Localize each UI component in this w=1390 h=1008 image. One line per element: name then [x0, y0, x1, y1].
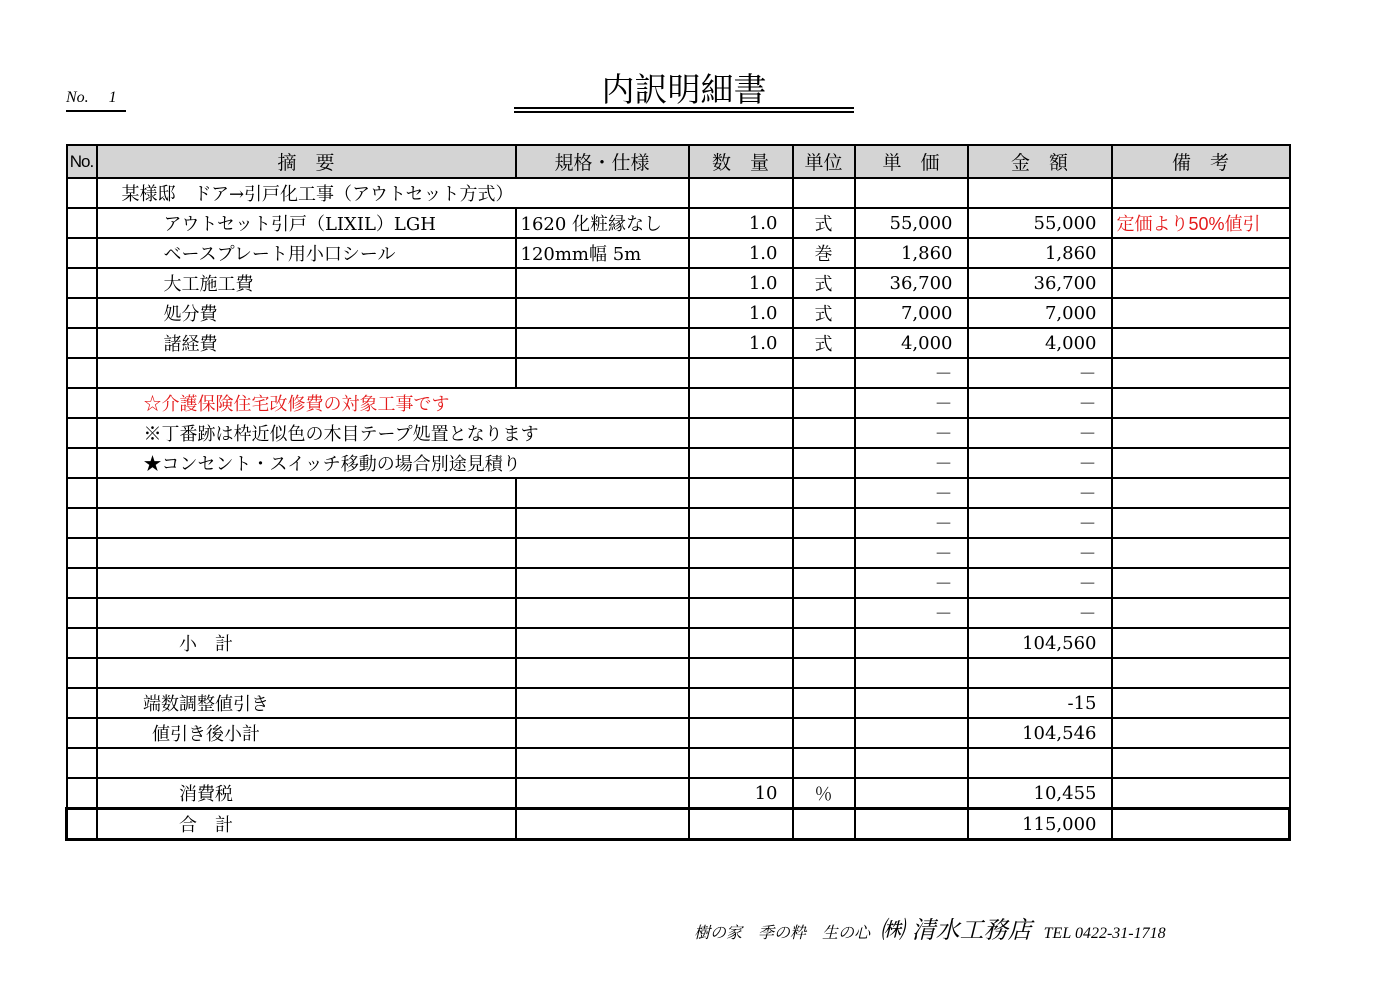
adjustment-amount: -15	[968, 688, 1112, 718]
item-remarks	[1112, 418, 1290, 448]
item-unit	[793, 538, 855, 568]
item-amount: －	[968, 418, 1112, 448]
item-unit	[793, 628, 855, 658]
cell-no	[67, 538, 97, 568]
item-unit	[793, 658, 855, 688]
item-amount: 55,000	[968, 208, 1112, 238]
item-unit-price: －	[855, 418, 968, 448]
cell-no	[67, 298, 97, 328]
item-description	[97, 568, 516, 598]
item-unit-price: 36,700	[855, 268, 968, 298]
item-unit-price: －	[855, 388, 968, 418]
item-remarks	[1112, 358, 1290, 388]
item-qty	[689, 598, 793, 628]
item-amount: 36,700	[968, 268, 1112, 298]
item-description	[97, 658, 516, 688]
item-qty	[689, 568, 793, 598]
header-row	[67, 145, 1290, 178]
after-discount-row	[67, 718, 1290, 748]
cell-no	[67, 478, 97, 508]
item-remarks	[1112, 268, 1290, 298]
item-amount: －	[968, 598, 1112, 628]
table-row	[67, 418, 1290, 448]
item-amount: －	[968, 388, 1112, 418]
item-qty	[689, 508, 793, 538]
item-unit-price	[855, 748, 968, 778]
cell-no	[67, 238, 97, 268]
cell-no	[67, 328, 97, 358]
project-title: 某様邸 ドア→引戸化工事（アウトセット方式）	[97, 178, 689, 208]
tax-rate: 10	[689, 778, 793, 809]
adjustment-row	[67, 688, 1290, 718]
item-unit-price: －	[855, 508, 968, 538]
item-remarks	[1112, 508, 1290, 538]
after-discount-amount: 104,546	[968, 718, 1112, 748]
table-row	[67, 268, 1290, 298]
item-remarks	[1112, 688, 1290, 718]
header-spec: 規格・仕様	[516, 145, 689, 178]
item-unit	[793, 508, 855, 538]
tax-rate-unit: ％	[793, 778, 855, 809]
item-spec	[516, 298, 689, 328]
item-remarks	[1112, 628, 1290, 658]
item-unit-price: －	[855, 598, 968, 628]
item-spec	[516, 358, 689, 388]
item-description	[97, 508, 516, 538]
item-unit-price	[855, 809, 968, 840]
item-spec	[516, 598, 689, 628]
item-qty: 1.0	[689, 268, 793, 298]
header-no: No.	[67, 145, 97, 178]
company-name: ㈱ 清水工務店	[880, 916, 1032, 944]
item-qty	[689, 388, 793, 418]
item-remarks	[1112, 718, 1290, 748]
item-remarks	[1112, 658, 1290, 688]
table-row	[67, 508, 1290, 538]
cell-no	[67, 628, 97, 658]
table-row	[67, 538, 1290, 568]
item-spec	[516, 628, 689, 658]
item-spec	[516, 658, 689, 688]
cell-amount	[968, 178, 1112, 208]
item-description	[97, 538, 516, 568]
item-qty	[689, 688, 793, 718]
item-description	[97, 748, 516, 778]
item-unit-price: 4,000	[855, 328, 968, 358]
item-spec	[516, 688, 689, 718]
header-remarks: 備 考	[1112, 145, 1290, 178]
item-spec	[516, 748, 689, 778]
item-unit-price: －	[855, 358, 968, 388]
item-spec	[516, 538, 689, 568]
item-unit	[793, 358, 855, 388]
item-remarks	[1112, 478, 1290, 508]
total-amount: 115,000	[968, 809, 1112, 840]
header-description: 摘 要	[97, 145, 516, 178]
item-unit-price	[855, 658, 968, 688]
item-spec: 1620 化粧縁なし	[516, 208, 689, 238]
item-remarks	[1112, 238, 1290, 268]
item-spec	[516, 568, 689, 598]
item-remarks	[1112, 568, 1290, 598]
table-row	[67, 748, 1290, 778]
total-row	[67, 809, 1290, 840]
item-unit	[793, 388, 855, 418]
item-unit-price: 1,860	[855, 238, 968, 268]
item-qty: 1.0	[689, 298, 793, 328]
item-amount: －	[968, 538, 1112, 568]
note-hinge: ※丁番跡は枠近似色の木目テープ処置となります	[97, 418, 689, 448]
subtotal-label: 小 計	[97, 628, 516, 658]
tax-label: 消費税	[97, 778, 516, 809]
tax-row	[67, 778, 1290, 809]
item-unit	[793, 418, 855, 448]
table-row	[67, 478, 1290, 508]
cell-no	[67, 508, 97, 538]
cell-no	[67, 748, 97, 778]
item-spec: 120mm幅 5m	[516, 238, 689, 268]
table-row	[67, 658, 1290, 688]
adjustment-label: 端数調整値引き	[97, 688, 516, 718]
item-unit-price: 7,000	[855, 298, 968, 328]
document-number-label: No.	[66, 89, 89, 106]
item-remarks	[1112, 778, 1290, 809]
document-number	[66, 86, 126, 112]
item-spec	[516, 478, 689, 508]
item-unit-price	[855, 718, 968, 748]
item-unit-price: 55,000	[855, 208, 968, 238]
cell-no	[67, 448, 97, 478]
item-unit-price	[855, 778, 968, 809]
item-unit	[793, 748, 855, 778]
table-row	[67, 178, 1290, 208]
title-underline-2	[514, 111, 854, 113]
item-description: 諸経費	[97, 328, 516, 358]
item-description	[97, 598, 516, 628]
item-qty	[689, 478, 793, 508]
item-spec	[516, 718, 689, 748]
item-amount	[968, 748, 1112, 778]
item-qty	[689, 748, 793, 778]
item-spec	[516, 508, 689, 538]
item-unit-price	[855, 688, 968, 718]
cell-no	[67, 658, 97, 688]
cell-no	[67, 778, 97, 809]
item-amount: 7,000	[968, 298, 1112, 328]
note-insurance: ☆介護保険住宅改修費の対象工事です	[97, 388, 689, 418]
table-row	[67, 388, 1290, 418]
item-qty	[689, 538, 793, 568]
item-unit	[793, 568, 855, 598]
item-description: アウトセット引戸（LIXIL）LGH	[97, 208, 516, 238]
item-unit-price: －	[855, 478, 968, 508]
cell-no	[67, 208, 97, 238]
item-unit: 式	[793, 208, 855, 238]
item-unit	[793, 688, 855, 718]
item-unit	[793, 598, 855, 628]
item-unit-price	[855, 628, 968, 658]
item-spec	[516, 328, 689, 358]
item-amount: 4,000	[968, 328, 1112, 358]
cell-no	[67, 809, 97, 840]
item-remarks	[1112, 448, 1290, 478]
header-unit-price: 単 価	[855, 145, 968, 178]
item-description	[97, 358, 516, 388]
after-discount-label: 値引き後小計	[97, 718, 516, 748]
item-unit	[793, 809, 855, 840]
company-tel: TEL 0422-31-1718	[1043, 925, 1166, 942]
item-qty: 1.0	[689, 238, 793, 268]
item-unit-price: －	[855, 448, 968, 478]
item-description: ベースプレート用小口シール	[97, 238, 516, 268]
company-footer	[694, 910, 1274, 944]
cell-no	[67, 388, 97, 418]
item-unit: 式	[793, 328, 855, 358]
table-row	[67, 328, 1290, 358]
cell-remarks	[1112, 178, 1290, 208]
cell-qty	[689, 178, 793, 208]
table-row	[67, 238, 1290, 268]
item-unit: 式	[793, 298, 855, 328]
item-qty	[689, 658, 793, 688]
header-qty: 数 量	[689, 145, 793, 178]
estimate-table	[65, 144, 1291, 841]
item-description: 大工施工費	[97, 268, 516, 298]
header-amount: 金 額	[968, 145, 1112, 178]
document-number-value: 1	[108, 89, 117, 106]
item-unit-price: －	[855, 538, 968, 568]
table-row	[67, 568, 1290, 598]
cell-no	[67, 568, 97, 598]
item-qty: 1.0	[689, 328, 793, 358]
item-spec	[516, 778, 689, 809]
item-qty	[689, 628, 793, 658]
cell-price	[855, 178, 968, 208]
cell-no	[67, 418, 97, 448]
cell-no	[67, 598, 97, 628]
item-amount: 1,860	[968, 238, 1112, 268]
table-row	[67, 598, 1290, 628]
item-spec	[516, 809, 689, 840]
item-amount: －	[968, 508, 1112, 538]
item-amount: －	[968, 568, 1112, 598]
item-amount: －	[968, 448, 1112, 478]
table-row	[67, 358, 1290, 388]
item-remarks	[1112, 298, 1290, 328]
header-unit: 単位	[793, 145, 855, 178]
cell-no	[67, 358, 97, 388]
item-amount	[968, 658, 1112, 688]
item-unit-price: －	[855, 568, 968, 598]
cell-no	[67, 688, 97, 718]
item-qty	[689, 809, 793, 840]
company-motto: 樹の家 季の粋 生の心	[694, 923, 871, 942]
item-unit: 巻	[793, 238, 855, 268]
item-unit	[793, 478, 855, 508]
item-qty	[689, 358, 793, 388]
item-amount: －	[968, 478, 1112, 508]
table-row	[67, 298, 1290, 328]
cell-no	[67, 268, 97, 298]
item-remarks	[1112, 598, 1290, 628]
item-qty	[689, 418, 793, 448]
title-underline	[514, 107, 854, 109]
item-remarks	[1112, 388, 1290, 418]
item-remarks	[1112, 328, 1290, 358]
cell-no	[67, 178, 97, 208]
item-remarks: 定価より50%値引	[1112, 208, 1290, 238]
item-remarks	[1112, 809, 1290, 840]
table-row	[67, 448, 1290, 478]
item-description	[97, 478, 516, 508]
cell-no	[67, 718, 97, 748]
page-title: 内訳明細書	[601, 70, 767, 109]
subtotal-row	[67, 628, 1290, 658]
item-remarks	[1112, 538, 1290, 568]
subtotal-amount: 104,560	[968, 628, 1112, 658]
item-amount: －	[968, 358, 1112, 388]
item-qty	[689, 718, 793, 748]
cell-unit	[793, 178, 855, 208]
item-remarks	[1112, 748, 1290, 778]
item-spec	[516, 268, 689, 298]
item-unit	[793, 718, 855, 748]
total-label: 合 計	[97, 809, 516, 840]
note-outlet: ★コンセント・スイッチ移動の場合別途見積り	[97, 448, 689, 478]
item-qty	[689, 448, 793, 478]
item-unit: 式	[793, 268, 855, 298]
tax-amount: 10,455	[968, 778, 1112, 809]
item-qty: 1.0	[689, 208, 793, 238]
table-row	[67, 208, 1290, 238]
item-unit	[793, 448, 855, 478]
item-description: 処分費	[97, 298, 516, 328]
